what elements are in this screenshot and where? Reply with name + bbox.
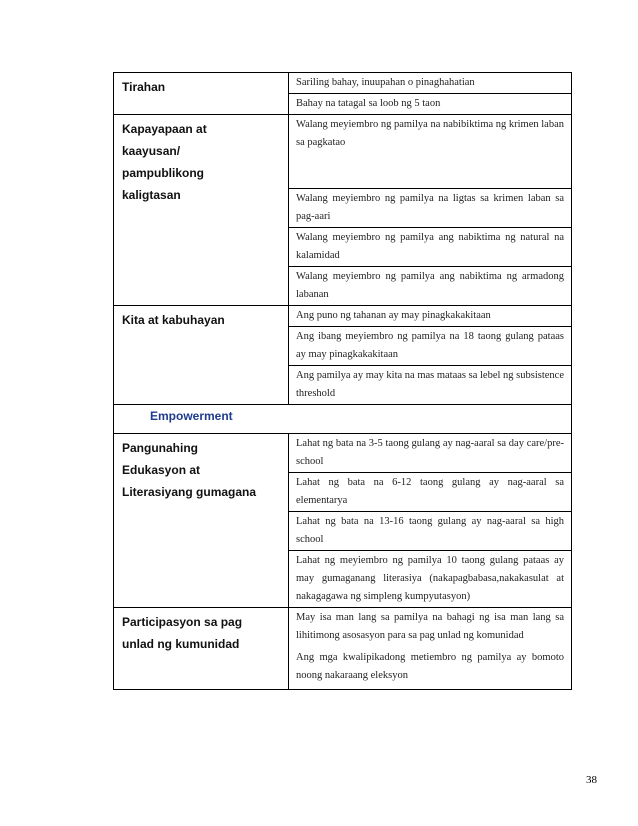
indicator-cell [289, 306, 572, 327]
indicator-text: Walang meyiembro ng pamilya ang nabiktima ng armadong labanan [296, 271, 564, 300]
table-row [114, 434, 572, 473]
row-label-line: Participasyon sa pag [122, 615, 243, 629]
row-label-tirahan [114, 73, 289, 115]
table-row [114, 306, 572, 327]
row-label-line: unlad ng kumunidad [122, 637, 240, 651]
indicator-text: Ang pamilya ay may kita na mas mataas sa lebel ng subsistence threshold [296, 370, 564, 399]
indicator-cell [289, 473, 572, 512]
indicator-text: Ang puno ng tahanan ay may pinagkakakitaan [296, 310, 491, 321]
indicator-text: May isa man lang sa pamilya na bahagi ng isa man lang sa lihitimong asosasyon para sa pag unlad ng komunidad [296, 612, 564, 641]
indicator-cell [289, 73, 572, 94]
indicator-text: Lahat ng bata na 13-16 taong gulang ay nag-aaral sa high school [296, 516, 564, 545]
row-label-line: Edukasyon at [122, 463, 201, 477]
indicator-text: Lahat ng meyiembro ng pamilya 10 taong gulang pataas ay may gumaganang literasiya (nakapagbabasa,nakakasulat at nakagagawa ng simpleng kumpyutasyon) [296, 555, 564, 602]
indicator-cell [289, 608, 572, 690]
row-label-line: pampublikong [122, 166, 204, 180]
indicator-text: Ang ibang meyiembro ng pamilya na 18 taong gulang pataas ay may pinagkakakitaan [296, 331, 564, 360]
row-label-kapayapaan [114, 115, 289, 306]
indicator-cell [289, 115, 572, 189]
row-label: Kita at kabuhayan [122, 313, 225, 327]
row-label-edukasyon [114, 434, 289, 608]
indicator-text: Ang mga kwalipikadong metiembro ng pamilya ay bomoto noong nakaraang eleksyon [296, 652, 564, 681]
indicator-cell [289, 434, 572, 473]
indicator-cell [289, 327, 572, 366]
row-label-kita [114, 306, 289, 405]
table-row [114, 73, 572, 94]
row-label-line: kaligtasan [122, 188, 181, 202]
indicator-text: Sariling bahay, inuupahan o pinaghahatian [296, 77, 475, 88]
indicator-cell [289, 512, 572, 551]
section-title: Empowerment [150, 409, 233, 423]
page-number: 38 [586, 774, 597, 786]
row-label-line: kaayusan/ [122, 144, 181, 158]
indicator-table [113, 72, 572, 690]
indicator-text: Walang meyiembro ng pamilya na ligtas sa krimen laban sa pag-aari [296, 193, 564, 222]
indicator-text: Lahat ng bata na 3-5 taong gulang ay nag-aaral sa day care/pre-school [296, 438, 564, 467]
table-row [114, 405, 572, 434]
row-label: Tirahan [122, 80, 166, 94]
indicator-cell [289, 551, 572, 608]
indicator-text: Walang meyiembro ng pamilya na nabibiktima ng krimen laban sa pagkatao [296, 119, 564, 148]
row-label-line: Kapayapaan at [122, 122, 207, 136]
indicator-cell [289, 228, 572, 267]
indicator-text: Walang meyiembro ng pamilya ang nabiktima ng natural na kalamidad [296, 232, 564, 261]
section-heading-empowerment [114, 405, 572, 434]
row-label-participasyon [114, 608, 289, 690]
indicator-cell [289, 366, 572, 405]
table-row [114, 608, 572, 690]
indicator-cell [289, 267, 572, 306]
table-row [114, 115, 572, 189]
indicator-cell [289, 94, 572, 115]
indicator-cell [289, 189, 572, 228]
indicator-text: Bahay na tatagal sa loob ng 5 taon [296, 98, 441, 109]
row-label-line: Literasiyang gumagana [122, 485, 257, 499]
indicator-text: Lahat ng bata na 6-12 taong gulang ay nag-aaral sa elementarya [296, 477, 564, 506]
row-label-line: Pangunahing [122, 441, 198, 455]
